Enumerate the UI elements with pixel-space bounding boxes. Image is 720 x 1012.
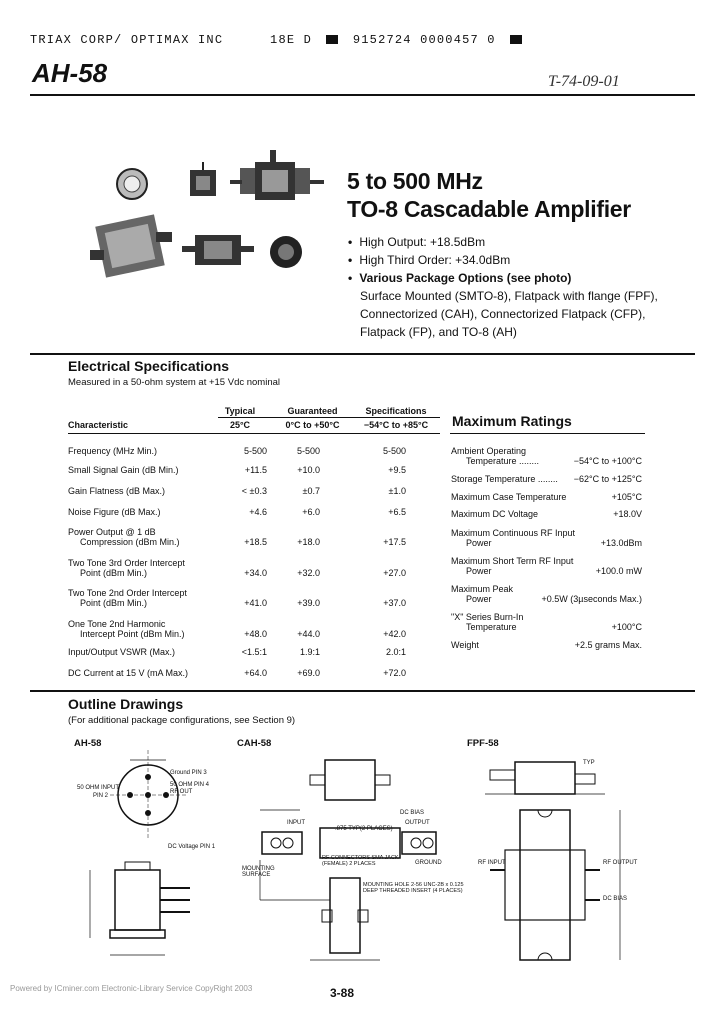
ah-note: DC Voltage PIN 1 [168,844,216,850]
package-option-line: Flatpack (FP), and TO-8 (AH) [360,325,517,339]
feature-item: • Various Package Options (see photo) [348,271,572,285]
spec-row-label: Small Signal Gain (dB Min.) [68,465,179,475]
rating-label: Maximum Short Term RF Input [451,556,574,566]
spec-row-label-cont: Intercept Point (dBm Min.) [80,629,185,639]
ah-note: RF OUT [170,789,193,795]
company-name: TRIAX CORP/ OPTIMAX INC [30,33,224,47]
fpf-note: RF OUTPUT [603,860,638,866]
spec-value-gua: +10.0 [297,465,320,475]
rating-value: +18.0V [613,509,642,519]
header-number: 9152724 0000457 0 [352,33,496,47]
spec-value-typ: +11.5 [244,465,267,475]
rating-label: "X" Series Burn-In [451,612,524,622]
rating-label-cont: Temperature [466,622,517,632]
spec-value-gua: 1.9:1 [299,647,320,657]
rating-label: Ambient Operating [451,446,527,456]
spec-row-label: Two Tone 2nd Order Intercept [68,588,187,598]
outline-subtitle: (For additional package configurations, see Section 9) [68,715,296,726]
spec-value-spec: 5-500 [382,446,406,456]
spec-value-typ: +64.0 [244,668,267,678]
spec-value-typ: +4.6 [249,507,267,517]
spec-value-spec: +9.5 [388,465,406,475]
package-photo [90,140,340,280]
ah-note: 50 OHM INPUT [77,785,120,791]
spec-value-typ: < ±0.3 [241,486,267,496]
col-spec-temp: −54°C to +85°C [363,420,429,430]
spec-value-spec: 2.0:1 [385,647,406,657]
spec-value-spec: +27.0 [383,568,406,578]
handwritten-stamp: T-74-09-01 [548,73,620,90]
cah-note: .875 TYP(2 PLACES) [335,826,393,832]
rating-value: +13.0dBm [600,538,642,548]
bullet-icon: • [348,235,353,249]
photo-smto8 [190,162,216,196]
spec-value-typ: <1.5:1 [241,647,267,657]
fpf-note: DC BIAS [603,896,628,902]
rating-label-cont: Temperature ........ [466,456,540,466]
spec-value-gua: 5-500 [296,446,320,456]
spec-row-label-cont: Point (dBm Min.) [80,598,148,608]
header-divider [218,417,440,418]
product-title-line2: TO-8 Cascadable Amplifier [347,196,631,222]
rating-label: Maximum Case Temperature [451,492,567,502]
rating-value: −54°C to +100°C [573,456,642,466]
rating-value: +0.5W (3µseconds Max.) [541,594,642,604]
col-spec: Specifications [365,406,427,416]
rating-value: +100°C [611,622,642,632]
spec-value-gua: +18.0 [297,537,320,547]
feature-item: • High Third Order: +34.0dBm [348,253,511,267]
photo-fp [270,236,302,268]
spec-row-label: Frequency (MHz Min.) [68,446,158,456]
spec-value-gua: +32.0 [297,568,320,578]
drawing-label-ah58: AH-58 [74,738,102,749]
package-option-line: Surface Mounted (SMTO-8), Flatpack with flange (FPF), [360,289,658,303]
spec-value-spec: ±1.0 [388,486,406,496]
rating-label-cont: Power [466,538,492,548]
rating-value: +105°C [611,492,642,502]
ah-note: PIN 2 [93,793,109,799]
bullet-icon: • [348,271,353,285]
ah-note: Ground PIN 3 [170,770,207,776]
spec-value-gua: +39.0 [297,598,320,608]
feature-item: • High Output: +18.5dBm [348,235,486,249]
spec-value-spec: +37.0 [383,598,406,608]
col-characteristic: Characteristic [68,420,129,430]
section-rule [30,690,695,692]
product-title-line1: 5 to 500 MHz [347,168,483,194]
spec-value-spec: +72.0 [383,668,406,678]
header-code: 18E D [270,33,313,47]
ah-note: 50 OHM PIN 4 [170,782,210,788]
top-rule [30,94,695,96]
package-option-line: Connectorized (CAH), Connectorized Flatpack (CFP), [360,307,646,321]
spec-value-gua: +44.0 [297,629,320,639]
spec-value-typ: +18.5 [244,537,267,547]
cah-note: RF CONNECTORS SMA JACK (FEMALE) 2 PLACES [322,855,399,867]
cah-note: INPUT [287,820,305,826]
col-guaranteed-temp: 0°C to +50°C [285,420,340,430]
spec-value-typ: +48.0 [244,629,267,639]
page-number: 3-88 [330,986,355,1000]
spec-value-typ: 5-500 [243,446,267,456]
barcode-block-2 [510,35,522,44]
cah-note: DC BIAS [400,810,425,816]
model-title: AH-58 [32,58,108,88]
spec-row-label: Gain Flatness (dB Max.) [68,486,166,496]
electrical-spec-subtitle: Measured in a 50-ohm system at +15 Vdc nominal [68,377,281,388]
cah-note: MOUNTING HOLE 2-56 UNC-2B x 0.125 DEEP THREADED INSERT (4 PLACES) [363,882,464,894]
section-rule [30,353,695,355]
spec-value-typ: +41.0 [244,598,267,608]
spec-row-label: Two Tone 3rd Order Intercept [68,558,185,568]
header-rule [68,433,440,434]
rating-value: −62°C to +125°C [573,474,642,484]
bullet-icon: • [348,253,353,267]
electrical-spec-title: Electrical Specifications [68,358,230,374]
outline-title: Outline Drawings [68,696,184,712]
col-typical: Typical [224,406,256,416]
rating-label: Storage Temperature ........ [451,474,558,484]
photo-fpf [230,150,324,200]
drawing-label-fpf58: FPF-58 [467,738,499,749]
max-ratings-title: Maximum Ratings [452,413,572,429]
barcode-block-1 [326,35,338,44]
rating-value: +100.0 mW [595,566,642,576]
cah-note: OUTPUT [405,820,430,826]
spec-row-label: Input/Output VSWR (Max.) [68,647,176,657]
photo-cah [90,214,172,277]
max-ratings-rule [450,433,645,434]
drawing-label-cah58: CAH-58 [237,738,272,749]
fpf-note: TYP [583,760,595,766]
footer-watermark: Powered by ICminer.com Electronic-Library Service CopyRight 2003 [10,984,253,993]
col-guaranteed: Guaranteed [287,406,338,416]
col-typical-temp: 25°C [229,420,251,430]
spec-value-spec: +42.0 [383,629,406,639]
spec-value-spec: +6.5 [388,507,406,517]
photo-cfp [182,235,254,265]
spec-value-gua: +6.0 [302,507,320,517]
rating-label: Maximum Continuous RF Input [451,528,576,538]
rating-label: Weight [451,640,479,650]
cah-note: MOUNTING SURFACE [242,866,275,878]
spec-value-spec: +17.5 [383,537,406,547]
spec-row-label: Noise Figure (dB Max.) [68,507,161,517]
spec-row-label: DC Current at 15 V (mA Max.) [68,668,189,678]
spec-value-typ: +34.0 [244,568,267,578]
photo-to8-can [117,169,147,199]
spec-row-label-cont: Compression (dBm Min.) [80,537,180,547]
rating-label-cont: Power [466,594,492,604]
rating-label: Maximum DC Voltage [451,509,539,519]
cah-note: GROUND [415,860,442,866]
spec-row-label: Power Output @ 1 dB [68,527,156,537]
spec-value-gua: +69.0 [297,668,320,678]
rating-label: Maximum Peak [451,584,514,594]
header-line [30,33,528,47]
rating-label-cont: Power [466,566,492,576]
spec-row-label: One Tone 2nd Harmonic [68,619,166,629]
spec-row-label-cont: Point (dBm Min.) [80,568,148,578]
rating-value: +2.5 grams Max. [574,640,642,650]
fpf-note: RF INPUT [478,860,506,866]
spec-value-gua: ±0.7 [302,486,320,496]
